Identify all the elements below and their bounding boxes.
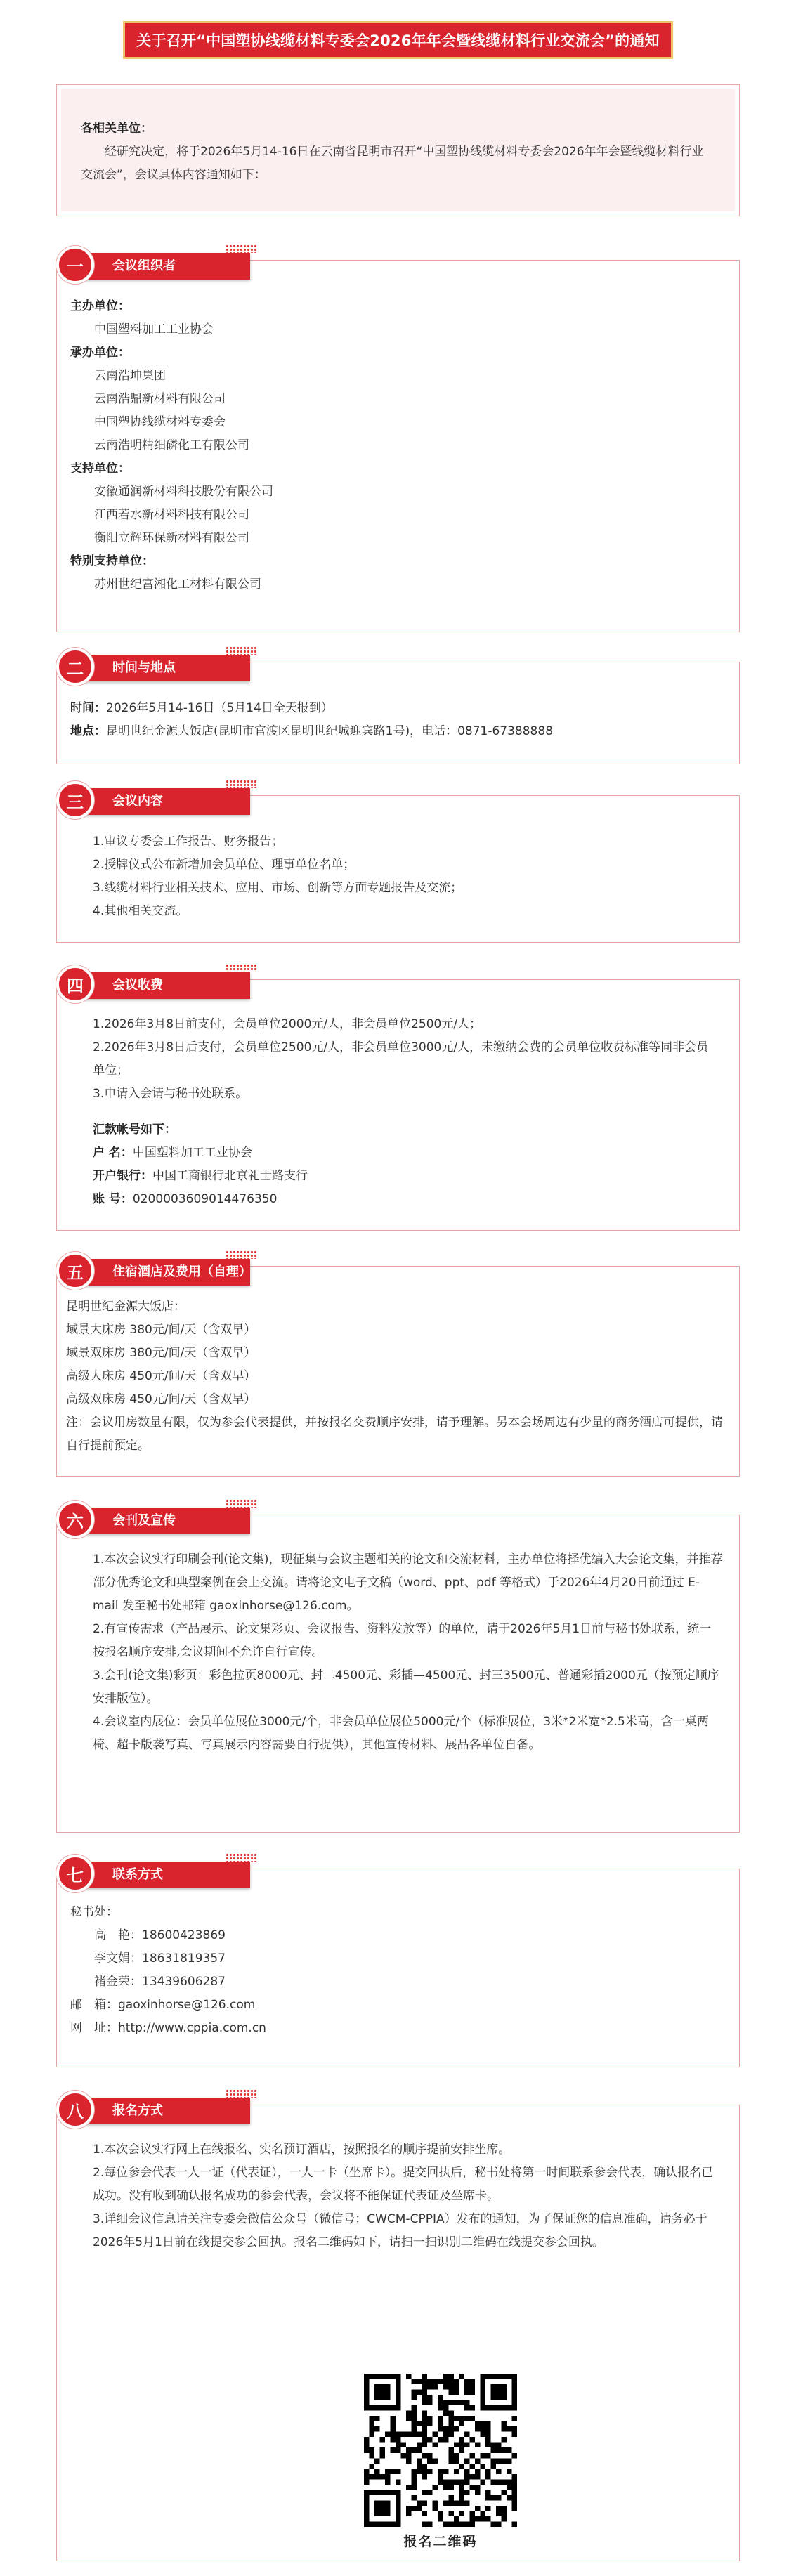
- list-item: 中国塑协线缆材料专委会: [94, 415, 226, 429]
- list-item: 江西若水新材料科技有限公司: [94, 508, 249, 522]
- place-row: [70, 720, 719, 743]
- intro-paragraph: 经研究决定，将于2026年5月14-16日在云南省昆明市召开“中国塑协线缆材料专委会2026年年会暨线缆材料行业交流会”，会议具体内容通知如下：: [81, 145, 704, 182]
- section-title: 时间与地点: [112, 660, 176, 675]
- contact-row: [70, 1924, 719, 1947]
- decor-dots: [226, 780, 256, 788]
- list-item: 1.本次会议实行印刷会刊(论文集)，现征集与会议主题相关的论文和交流材料，主办单位将择优编入大会论文集，并推荐部分优秀论文和典型案例在会上交流。请将论文电子文稿（word、ppt、pdf 等格式）于2026年4月20日前通过 E-mail 发至秘书处邮箱 gaoxinhorse@126.com。: [93, 1552, 723, 1613]
- hotel-note: 注：会议用房数量有限，仅为参会代表提供，并按报名交费顺序安排，请予理解。另本会场周边有少量的商务酒店可提供，请自行提前预定。: [66, 1416, 723, 1453]
- section-time-place: [56, 646, 740, 764]
- list-item: 3.申请入会请与秘书处联系。: [93, 1087, 248, 1101]
- section-number: 六: [56, 1501, 94, 1538]
- section-title: 会议组织者: [112, 259, 176, 273]
- intro-greeting: 各相关单位：: [81, 122, 152, 136]
- section-badge: [56, 780, 260, 819]
- title-wrap: [0, 21, 796, 59]
- list-item: 2.授牌仪式公布新增加会员单位、理事单位名单；: [93, 858, 355, 872]
- time-label: 时间：: [70, 701, 106, 715]
- section-badge: [56, 964, 260, 1003]
- intro-box: [56, 84, 740, 216]
- contact-phone: 18600423869: [142, 1928, 226, 1942]
- section-badge: [56, 1499, 260, 1538]
- section-content: [70, 697, 719, 743]
- site-link[interactable]: http://www.cppia.com.cn: [118, 2021, 266, 2035]
- room-item: 高级双床房 450元/间/天（含双早）: [66, 1392, 256, 1406]
- decor-dots: [226, 1853, 256, 1862]
- list-item: 2.2026年3月8日后支付，会员单位2500元/人，非会员单位3000元/人，未缴纳会费的会员单位收费标准等同非会员单位；: [93, 1040, 709, 1078]
- section-title: 住宿酒店及费用（自理）: [112, 1264, 252, 1279]
- host-label: 主办单位：: [70, 299, 130, 313]
- section-content: [70, 1901, 719, 2040]
- list-item: 4.会议室内展位：会员单位展位3000元/个，非会员单位展位5000元/个（标准展位，3米*2米宽*2.5米高，含一桌两椅、超卡版袭写真、写真展示内容需要自行提供），其他宣传材料、展品各单位自备。: [93, 1715, 709, 1752]
- section-title: 会议内容: [112, 794, 163, 809]
- special-value: 苏州世纪富湘化工材料有限公司: [94, 577, 261, 591]
- time-row: [70, 697, 719, 720]
- section-badge: [56, 646, 260, 686]
- section-content-agenda: [56, 780, 740, 943]
- contact-phone: 18631819357: [142, 1951, 226, 1966]
- section-content: [93, 830, 719, 923]
- decor-dots: [226, 2089, 256, 2098]
- email-link[interactable]: gaoxinhorse@126.com: [118, 1998, 256, 2012]
- intro-inner: [61, 89, 735, 211]
- place-value: 昆明世纪金源大饭店(昆明市官渡区昆明世纪城迎宾路1号)，电话：0871-67388888: [106, 724, 554, 738]
- section-number: 一: [56, 246, 94, 284]
- qr-caption: 报名二维码: [403, 2534, 478, 2549]
- list-item: 4.其他相关交流。: [93, 904, 188, 918]
- place-label: 地点：: [70, 724, 106, 738]
- organizer-label: 承办单位：: [70, 346, 130, 360]
- qr-code-icon[interactable]: [364, 2374, 517, 2527]
- section-registration: [56, 2089, 740, 2561]
- list-item: 1.审议专委会工作报告、财务报告；: [93, 835, 284, 849]
- section-contact: [56, 1853, 740, 2067]
- hotel-name: 昆明世纪金源大饭店：: [66, 1300, 185, 1314]
- secretariat-label: 秘书处：: [70, 1905, 118, 1919]
- decor-dots: [226, 1499, 256, 1508]
- contact-phone: 13439606287: [142, 1975, 226, 1989]
- email-row: [70, 1994, 719, 2017]
- contact-row: [70, 1970, 719, 1994]
- page-title: 关于召开“中国塑协线缆材料专委会2026年年会暨线缆材料行业交流会”的通知: [123, 21, 672, 59]
- contact-name: 李文娟：: [94, 1951, 142, 1966]
- account-no-row: [93, 1188, 719, 1211]
- site-row: [70, 2017, 719, 2040]
- bank-label: 开户银行：: [93, 1169, 152, 1183]
- list-item: 3.详细会议信息请关注专委会微信公众号（微信号：CWCM-CPPIA）发布的通知，为了保证您的信息准确，请务必于 2026年5月1日前在线提交参会回执。报名二维码如下，请扫一扫识别二维码在线提交参会回执。: [93, 2212, 707, 2249]
- account-name-row: [93, 1142, 719, 1165]
- decor-dots: [226, 646, 256, 655]
- list-item: 1.2026年3月8日前支付，会员单位2000元/人，非会员单位2500元/人；: [93, 1017, 482, 1031]
- list-item: 云南浩坤集团: [94, 369, 166, 383]
- room-item: 域景大床房 380元/间/天（含双早）: [66, 1323, 256, 1337]
- section-title: 会刊及宣传: [112, 1513, 176, 1528]
- section-title: 会议收费: [112, 978, 163, 993]
- section-fees: [56, 964, 740, 1231]
- section-badge: [56, 2089, 260, 2129]
- account-name-value: 中国塑料加工工业协会: [132, 1146, 252, 1160]
- section-number: 二: [56, 648, 94, 686]
- list-item: 云南浩鼎新材料有限公司: [94, 392, 226, 406]
- section-proceedings: [56, 1499, 740, 1833]
- contact-name: 褚金荣：: [94, 1975, 142, 1989]
- section-hotel: [56, 1250, 740, 1477]
- bank-value: 中国工商银行北京礼士路支行: [152, 1169, 308, 1183]
- section-number: 八: [56, 2091, 94, 2129]
- section-content: [93, 1013, 719, 1211]
- list-item: 云南浩明精细磷化工有限公司: [94, 438, 249, 452]
- list-item: 3.线缆材料行业相关技术、应用、市场、创新等方面专题报告及交流；: [93, 881, 463, 895]
- section-number: 五: [56, 1252, 94, 1290]
- contact-name: 高 艳：: [94, 1928, 142, 1942]
- section-content: [93, 2138, 723, 2254]
- section-badge: [56, 1853, 260, 1892]
- decor-dots: [226, 964, 256, 972]
- qr-block: [364, 2374, 517, 2550]
- spacer: [93, 1106, 719, 1118]
- contact-row: [70, 1947, 719, 1970]
- section-organizers: [56, 244, 740, 632]
- email-label: 邮 箱：: [70, 1998, 118, 2012]
- site-label: 网 址：: [70, 2021, 118, 2035]
- time-value: 2026年5月14-16日（5月14日全天报到）: [106, 701, 333, 715]
- account-no-value: 0200003609014476350: [132, 1192, 278, 1206]
- decor-dots: [226, 1250, 256, 1259]
- list-item: 2.每位参会代表一人一证（代表证），一人一卡（坐席卡）。提交回执后，秘书处将第一时间联系参会代表，确认报名已成功。没有收到确认报名成功的参会代表，会议将不能保证代表证及坐席卡。: [93, 2166, 714, 2203]
- list-item: 2.有宣传需求（产品展示、论文集彩页、会议报告、资料发放等）的单位，请于2026年5月1日前与秘书处联系，统一按报名顺序安排,会议期间不允许自行宣传。: [93, 1622, 712, 1659]
- support-label: 支持单位：: [70, 462, 130, 476]
- decor-dots: [226, 244, 256, 253]
- list-item: 衡阳立辉环保新材料有限公司: [94, 531, 249, 545]
- section-content: [66, 1295, 723, 1458]
- section-number: 三: [56, 781, 94, 819]
- bank-row: [93, 1165, 719, 1188]
- list-item: 1.本次会议实行网上在线报名、实名预订酒店，按照报名的顺序提前安排坐席。: [93, 2143, 511, 2157]
- section-title: 报名方式: [112, 2103, 163, 2118]
- section-number: 四: [56, 965, 94, 1003]
- room-item: 域景双床房 380元/间/天（含双早）: [66, 1346, 256, 1360]
- bank-title: 汇款帐号如下：: [93, 1123, 176, 1137]
- section-title: 联系方式: [112, 1867, 163, 1882]
- list-item: 安徽通润新材料科技股份有限公司: [94, 485, 273, 499]
- room-item: 高级大床房 450元/间/天（含双早）: [66, 1369, 256, 1383]
- section-content: [93, 1548, 723, 1757]
- list-item: 3.会刊(论文集)彩页：彩色拉页8000元、封二4500元、彩插—4500元、封三3500元、普通彩插2000元（按预定顺序安排版位）。: [93, 1668, 719, 1706]
- section-badge: [56, 1250, 260, 1290]
- section-badge: [56, 244, 260, 284]
- account-no-label: 账 号：: [93, 1192, 133, 1206]
- section-number: 七: [56, 1855, 94, 1892]
- account-name-label: 户 名：: [93, 1146, 133, 1160]
- special-label: 特别支持单位：: [70, 554, 154, 568]
- host-value: 中国塑料加工工业协会: [94, 322, 214, 336]
- section-content: [70, 295, 719, 596]
